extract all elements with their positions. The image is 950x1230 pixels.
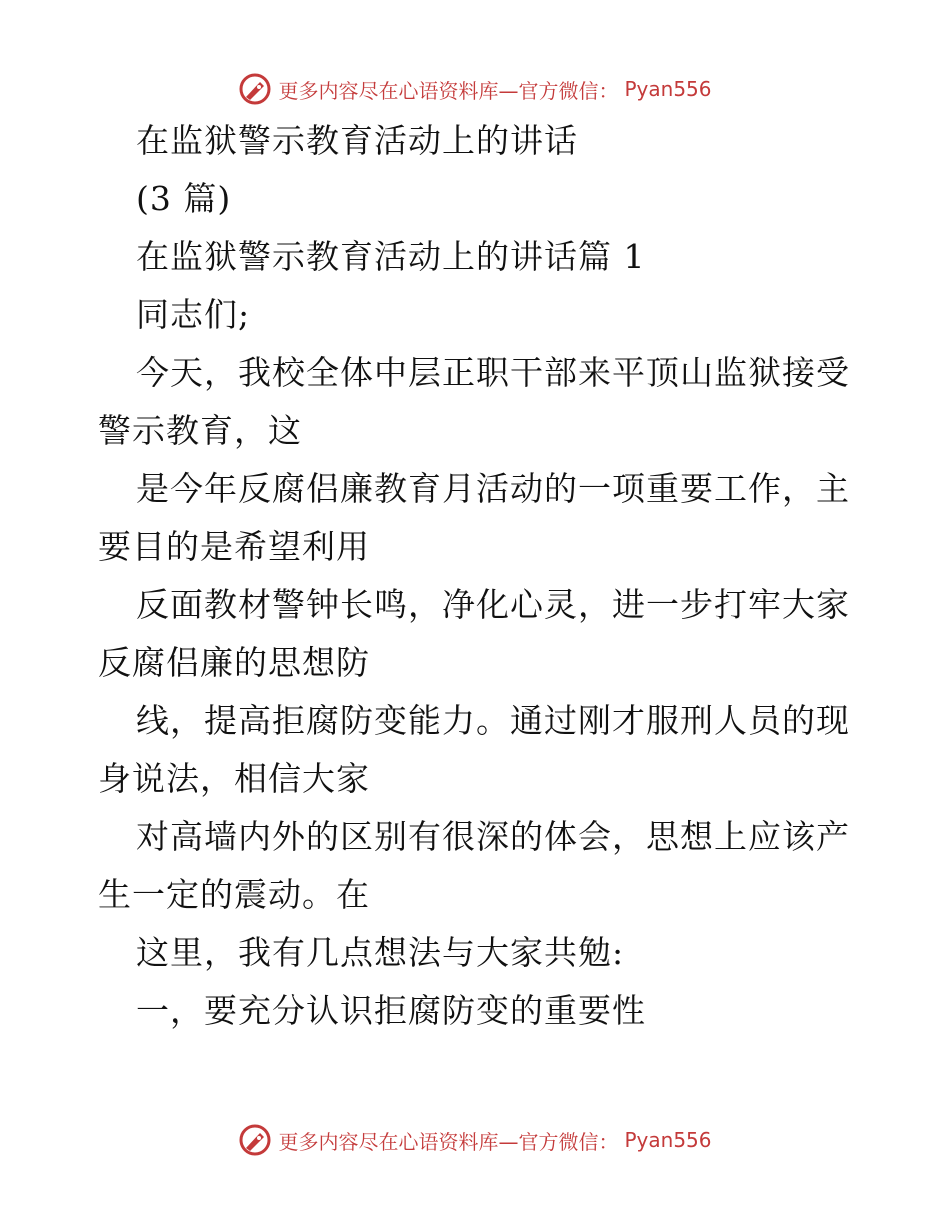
paragraph-line: 要目的是希望利用 [98, 527, 370, 566]
document-title: 在监狱警示教育活动上的讲话 [136, 121, 578, 160]
watermark-text: 更多内容尽在心语资料库—官方微信： [278, 1129, 619, 1154]
paragraph-line: 线，提高拒腐防变能力。通过刚才服刑人员的现 [136, 701, 850, 740]
watermark-text: 更多内容尽在心语资料库—官方微信： [278, 78, 619, 103]
document-body [98, 112, 858, 1040]
watermark-wechat-id: Pyan556 [624, 77, 712, 101]
paragraph-line: 身说法，相信大家 [98, 759, 370, 798]
pen-nib-circle-icon [238, 1123, 272, 1157]
pen-nib-circle-icon [238, 72, 272, 106]
watermark-header [0, 72, 950, 106]
paragraph-line: 反腐侣廉的思想防 [98, 643, 370, 682]
section-point-heading: 一，要充分认识拒腐防变的重要性 [136, 991, 646, 1030]
watermark-wechat-id: Pyan556 [624, 1128, 712, 1152]
section-heading: 在监狱警示教育活动上的讲话篇 1 [136, 237, 646, 276]
salutation: 同志们; [136, 295, 251, 334]
paragraph-line: 对高墙内外的区别有很深的体会，思想上应该产 [136, 817, 850, 856]
paragraph-line: 警示教育，这 [98, 411, 302, 450]
paragraph-line: 反面教材警钟长鸣，净化心灵，进一步打牢大家 [136, 585, 850, 624]
paragraph-line: 生一定的震动。在 [98, 875, 370, 914]
paragraph-line: 这里，我有几点想法与大家共勉: [136, 933, 625, 972]
watermark-footer [0, 1123, 950, 1157]
paragraph-line: 是今年反腐侣廉教育月活动的一项重要工作，主 [136, 469, 850, 508]
paragraph-line: 今天，我校全体中层正职干部来平顶山监狱接受 [136, 353, 850, 392]
document-subtitle: (3 篇) [136, 179, 232, 218]
